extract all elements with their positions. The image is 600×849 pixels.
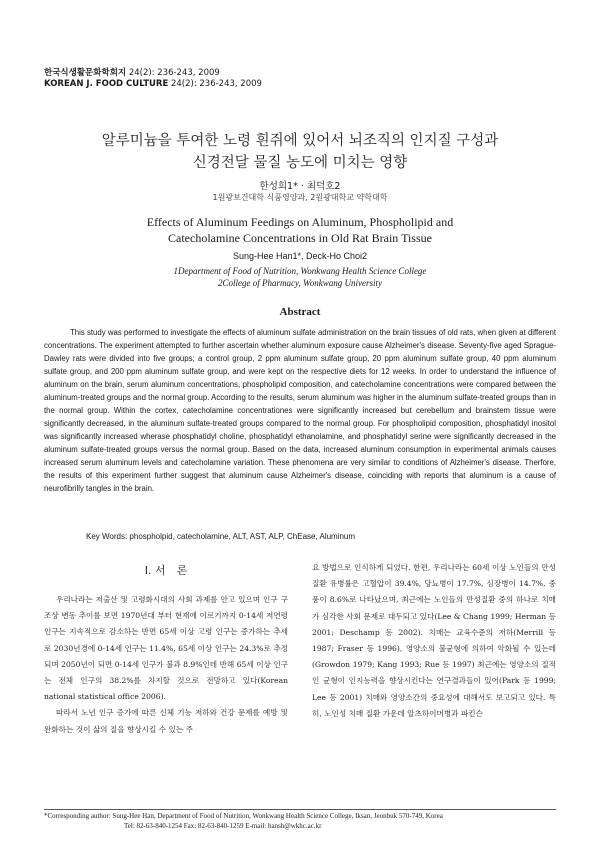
title-korean-line2: 신경전달 물질 농도에 미치는 영향	[192, 155, 408, 171]
journal-ref-en: 24(2): 236-243, 2009	[168, 79, 262, 89]
authors-english: Sung-Hee Han1*, Deck-Ho Choi2	[232, 251, 368, 261]
keywords: Key Words: phospholpid, catecholamine, ALT, AST, ALP, ChEase, Aluminum	[86, 532, 356, 541]
corresponding-author-footnote	[44, 812, 564, 831]
body-column-right	[312, 560, 556, 722]
title-korean	[40, 130, 560, 174]
intro-paragraph-continued: 요 방법으로 인식하게 되었다. 한편, 우리나라는 60세 이상 노인들의 만성질환 유병률은 고혈압이 39.4%, 당뇨병이 17.7%, 심장병이 14.7%, 중풍이 8.6%로 나타났으며, 최근에는 노인들의 만성질환 중의 하나로 치매가 심각한 사회 문제로 대두되고 있다(Lee & Chang 1999; Herman 등 2001; Deschamp 등 2002). 치매는 교육수준의 저하(Merrill 등 1987; Fraser 등 1996), 영양소의 불균형에 의하여 악화될 수 있는데(Growdon 1979; Kang 1993; Rue 등 1997) 최근에는 영양소의 질적인 균형이 인지능력을 향상시킨다는 연구결과들이 있어(Park 등 1999; Lee 등 2001) 치매와 영양소간의 중요성에 대해서도 보고되고 있다. 특히, 노인성 치매 질환 가운데 알츠하이머병과 파킨슨	[312, 563, 556, 718]
footnote-line1: *Corresponding author: Sung-Hee Han, Department of Food of Nutrition, Wonkwang Health Science College, Iksan, Jeonbuk 570-749, Korea	[44, 812, 443, 820]
authors-korean: 한성희1* · 최덕호2	[259, 181, 341, 192]
body-column-left	[44, 562, 288, 738]
affiliations-english	[0, 265, 600, 289]
affiliations-korean: 1원광보건대학 식품영양과, 2원광대학교 약학대학	[212, 193, 388, 202]
journal-ref-ko: 24(2): 236-243, 2009	[126, 68, 220, 78]
intro-paragraph-2: 따라서 노년 인구 증가에 따른 신체 기능 저하와 건강 문제를 예방 및 완화하는 것이 삶의 질을 향상시킬 수 있는 주	[44, 708, 288, 734]
journal-name-ko: 한국식생활문화학회지	[44, 68, 127, 78]
title-english-line1: Effects of Aluminum Feedings on Aluminum, Phospholipid and	[146, 215, 454, 229]
affiliation-english-1: 1Department of Food of Nutrition, Wonkwang Health Science College	[173, 266, 427, 276]
intro-paragraph-1: 우리나라는 저출산 및 고령화시대의 사회 과제를 안고 있으며 인구 구조상 변동 추이를 보면 1970년대 부터 현재에 이르기까지 0-14세 저연령 인구는 지속적으로 감소하는 반면 65세 이상 고령 인구는 증가하는 추세로 2030년경에 0-14세 인구는 11.4%, 65세 이상 인구는 24.3%로 추정되며 2050년이 되면 0-14세 인구가 불과 8.9%인데 반해 65세 이상 인구는 전체 인구의 38.2%를 차지할 것으로 전망하고 있다(Korean national statistical office 2006).	[44, 595, 288, 702]
journal-name-en: KOREAN J. FOOD CULTURE	[44, 79, 169, 89]
title-english	[40, 214, 560, 246]
abstract-heading: Abstract	[279, 306, 321, 318]
title-korean-line1: 알루미늄을 투여한 노령 흰쥐에 있어서 뇌조직의 인지질 구성과	[101, 133, 499, 149]
title-english-line2: Catecholamine Concentrations in Old Rat Brain Tissue	[168, 231, 432, 245]
footnote-line2: Tel: 82-63-840-1254 Fax: 82-63-840-1259 E-mail: hansh@wkhc.ac.kr	[124, 821, 322, 830]
section-heading-introduction: I. 서 론	[144, 564, 188, 577]
journal-header	[44, 68, 262, 90]
footnote-divider	[44, 809, 556, 810]
affiliation-english-2: 2College of Pharmacy, Wonkwang University	[218, 278, 382, 288]
abstract-text: This study was performed to investigate the effects of aluminum sulfate administration on the brain tissues of old rats, when given at different concentrations. The experiment attempted to further ascertain whether aluminum exposure cause Alzheimer's disease. Seventy-five aged Sprague-Dawley rats were divided into five groups; a control group, 2 ppm aluminum sulfate group, 20 ppm aluminum sulfate group, 40 ppm aluminum sulfate group, and 200 ppm aluminum sulfate group, and were kept on the respective diets for 12 weeks. In order to understand the influence of aluminum on the brain, serum aluminum concentrations, phospholipid composition, and catecholamine concentrations were compared between the aluminum-treated groups and the normal group. According to the results, serum aluminum was higher in the aluminum sulfate-treated groups than in the normal group. Within the cortex, catecholamine concentrationes were significantly increased but cerebellum and brainstem tissue were significantly decreased, in the aluminum sulfate-treated groups compared to the normal group. For phospholipid composition, phosphatidyl inositol was significantly increased wherase phosphatidyl choline, phosphatidyl ethanolamine, and phosphatidyl serine were significantly decreased in the aluminum sulfate-treated groups versus the normal group. Based on the data, increased aluminum consumption in experimental animals causes increased serum aluminum levels and catecholamine variation. These phenomena are very similar to conditions of Alzheimer's disease. Therfore, the results of this experiment further suggest that aluminum cause Alzheimer's disease, coinciding with reports that aluminum is a cause of neurofibrilly tangles in the brain.	[44, 328, 556, 493]
